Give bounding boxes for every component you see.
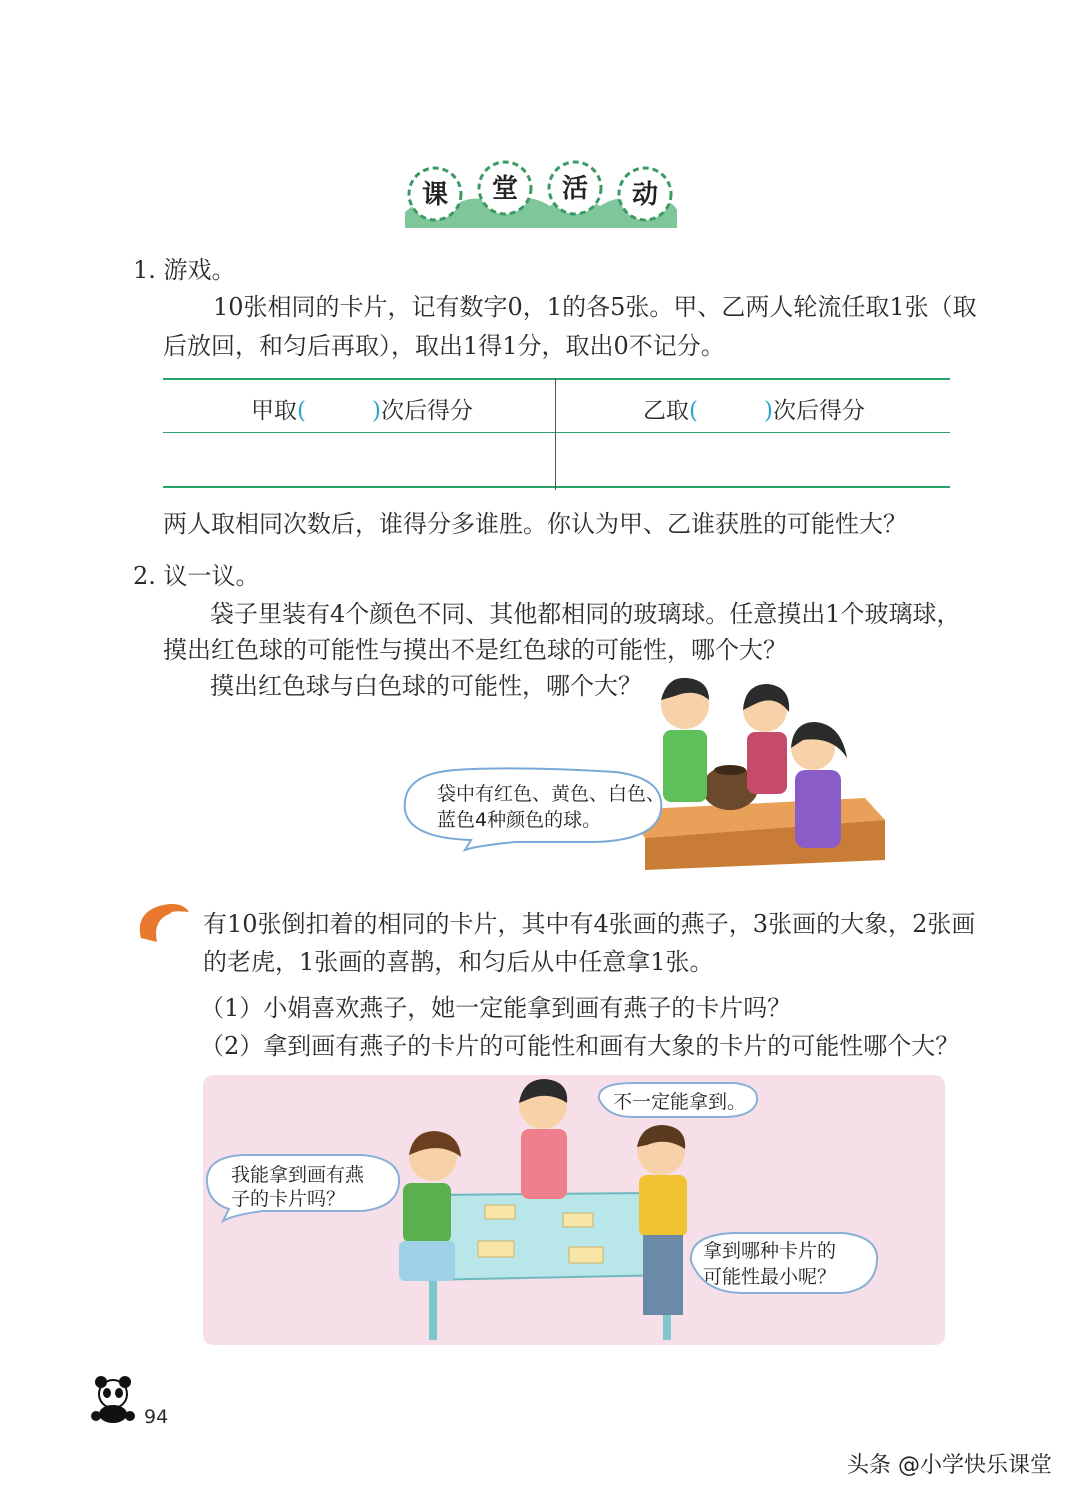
- badge-char-2: 堂: [491, 174, 519, 204]
- badge-char-4: 动: [631, 180, 659, 210]
- page-number: 94: [144, 1406, 169, 1428]
- panda-icon: [88, 1376, 138, 1424]
- q2-title: 2. 议一议。: [133, 562, 260, 590]
- kids-at-table-illustration: [203, 1075, 945, 1345]
- q2-bubble-line-1: 袋中有红色、黄色、白色、: [437, 783, 666, 805]
- table-cell-jia-score[interactable]: [163, 434, 555, 486]
- q1-paragraph-line-2: 后放回，和匀后再取），取出1得1分，取出0不记分。: [163, 332, 725, 360]
- q3-paragraph-line-2: 的老虎，1张画的喜鹊，和匀后从中任意拿1张。: [203, 948, 714, 976]
- section-badge: [395, 150, 685, 240]
- q3-subquestion-1: （1）小娟喜欢燕子，她一定能拿到画有燕子的卡片吗？: [200, 994, 792, 1022]
- kids-with-jar-illustration: [395, 670, 895, 870]
- q3-bubble-right-line-1: 拿到哪种卡片的: [703, 1240, 837, 1262]
- q2-bubble-line-2: 蓝色4种颜色的球。: [437, 809, 602, 831]
- q3-subquestion-2: （2）拿到画有燕子的卡片的可能性和画有大象的卡片的可能性哪个大？: [200, 1032, 960, 1060]
- q3-paragraph-line-1: 有10张倒扣着的相同的卡片，其中有4张画的燕子，3张画的大象，2张画: [203, 910, 976, 938]
- q2-paragraph-line-2: 摸出红色球的可能性与摸出不是红色球的可能性，哪个大？: [163, 636, 787, 664]
- q3-bubble-left-line-1: 我能拿到画有燕: [231, 1164, 365, 1186]
- watermark: 头条 @小学快乐课堂: [847, 1453, 1052, 1478]
- q3-bubble-left-line-2: 子的卡片吗？: [231, 1188, 346, 1210]
- badge-char-3: 活: [561, 174, 589, 204]
- q2-paragraph-line-1: 袋子里装有4个颜色不同、其他都相同的玻璃球。任意摸出1个玻璃球，: [210, 600, 961, 628]
- table-cell-yi-score[interactable]: [556, 434, 950, 486]
- badge-char-1: 课: [421, 180, 449, 210]
- problem-3-marker: [135, 898, 195, 948]
- q1-question: 两人取相同次数后，谁得分多谁胜。你认为甲、乙谁获胜的可能性大？: [163, 510, 907, 538]
- q2-paragraph-line-3: 摸出红色球与白色球的可能性，哪个大？: [210, 672, 642, 700]
- q1-paragraph-line-1: 10张相同的卡片，记有数字0，1的各5张。甲、乙两人轮流任取1张（取: [213, 293, 977, 321]
- problem-3-number: 3: [167, 906, 187, 939]
- table-header-yi: 乙取( )次后得分: [643, 398, 865, 424]
- q1-title: 1. 游戏。: [133, 256, 236, 284]
- q3-bubble-right-line-2: 可能性最小呢？: [703, 1266, 837, 1288]
- score-table: [163, 378, 950, 490]
- table-header-jia: 甲取( )次后得分: [251, 398, 473, 424]
- q3-bubble-top: 不一定能拿到。: [613, 1091, 747, 1113]
